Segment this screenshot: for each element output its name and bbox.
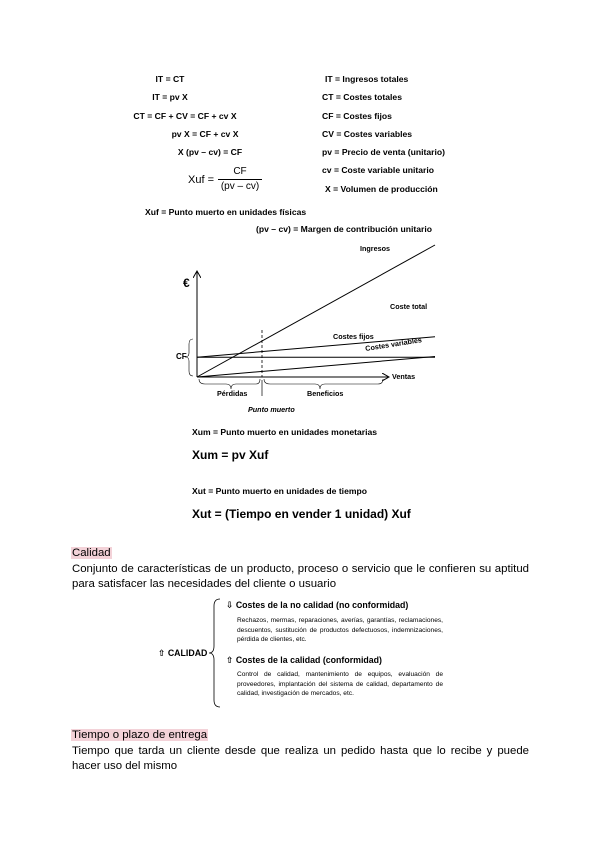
margin-definition: (pv – cv) = Margen de contribución unitario [256,224,432,234]
losses-bracket [199,379,260,389]
calidad-brace [208,596,222,712]
no-calidad-text: Rechazos, mermas, reparaciones, averías, garantías, reclamaciones, descuentos, sustitución de productos defectuosos, indemnizaciones, pérdida de clientes, etc. [237,617,443,643]
xut-definition: Xut = Punto muerto en unidades de tiempo [192,486,367,496]
formula-it-pvx: IT = pv X [152,92,188,102]
label-punto-muerto: Punto muerto [248,405,295,414]
xut-formula: Xut = (Tiempo en vender 1 unidad) Xuf [192,507,411,521]
xum-definition: Xum = Punto muerto en unidades monetarias [192,427,378,437]
label-beneficios: Beneficios [307,389,344,398]
euro-axis-label: € [183,276,190,290]
formula-it-ct: IT = CT [155,74,185,84]
label-perdidas: Pérdidas [217,389,248,398]
fraction-lhs: Xuf = [188,174,214,186]
calidad-text: Conjunto de características de un producto, proceso o servicio que le confieren su aptitud para satisfacer las necesidades del cliente o usuario [72,563,529,590]
calidad-heading: Calidad [72,547,111,559]
calidad-costs-text: Control de calidad, mantenimiento de equipos, evaluación de proveedores, implantación del sistema de calidad, departamento de calidad, investigación de mercados, etc. [237,671,443,697]
calidad-costs-title: ⇧ Costes de la calidad (conformidad) [226,655,382,665]
label-coste-total: Coste total [390,302,428,311]
tiempo-text: Tiempo que tarda un cliente desde que realiza un pedido hasta que lo recibe y puede hacer uso del mismo [72,745,529,772]
fraction-denominator: (pv – cv) [220,181,260,192]
tiempo-heading: Tiempo o plazo de entrega [72,729,208,741]
fraction-numerator: CF [233,166,247,177]
calidad-root-label: ⇧ CALIDAD [158,648,208,658]
label-ingresos: Ingresos [360,244,390,253]
def-cv: CV = Costes variables [322,129,413,139]
xuf-definition: Xuf = Punto muerto en unidades físicas [145,207,307,217]
label-cf: CF [176,352,187,361]
xum-formula: Xum = pv Xuf [192,448,269,462]
label-costes-variables: Costes variables [364,335,423,353]
label-costes-fijos: Costes fijos [333,332,374,341]
break-even-chart [0,0,600,420]
def-ct: CT = Costes totales [322,92,402,102]
formula-x-margin: X (pv – cv) = CF [177,147,243,157]
formula-ct: CT = CF + CV = CF + cv X [133,111,237,121]
no-calidad-title: ⇩ Costes de la no calidad (no conformidad) [226,600,409,610]
profits-bracket [264,379,383,389]
label-ventas: Ventas [392,372,416,381]
def-pv: pv = Precio de venta (unitario) [322,147,445,157]
formula-pvx: pv X = CF + cv X [171,129,239,139]
def-x: X = Volumen de producción [325,184,438,194]
def-cvu: cv = Coste variable unitario [322,165,434,175]
def-cf: CF = Costes fijos [322,111,392,121]
def-it: IT = Ingresos totales [325,74,409,84]
